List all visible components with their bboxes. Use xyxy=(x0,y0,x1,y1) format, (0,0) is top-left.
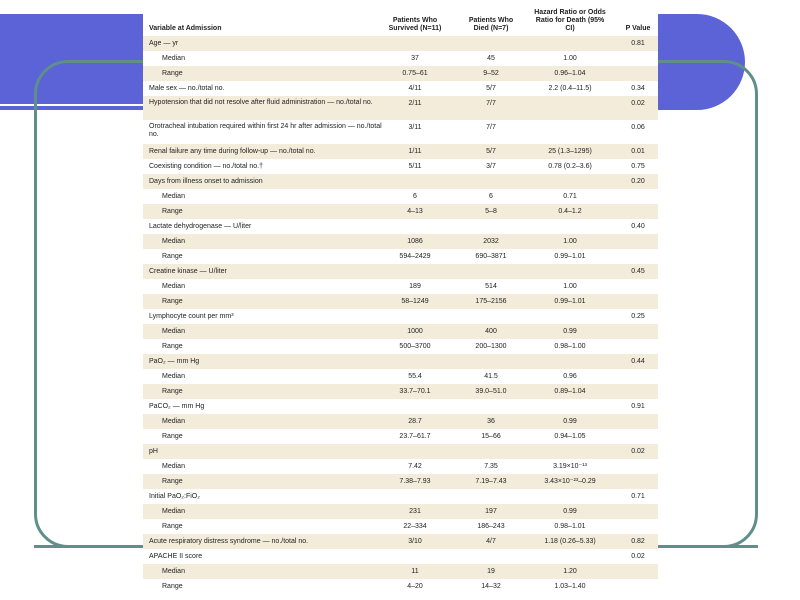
table-row xyxy=(143,174,658,189)
table-row xyxy=(143,534,658,549)
row-variable-label: Acute respiratory distress syndrome — no./total no. xyxy=(149,538,309,545)
row-variable-label: Age — yr xyxy=(149,40,179,47)
row-p-value: 0.71 xyxy=(631,493,645,500)
row-variable-label: Range xyxy=(162,388,183,395)
row-variable-label: Range xyxy=(162,298,183,305)
row-died-value: 19 xyxy=(487,568,495,575)
table-row xyxy=(143,120,658,144)
table-row xyxy=(143,549,658,564)
table-row xyxy=(143,66,658,81)
table-row xyxy=(143,414,658,429)
row-p-value: 0.06 xyxy=(631,124,645,131)
row-survived-value: 1086 xyxy=(407,238,423,245)
table-row xyxy=(143,51,658,66)
row-died-value: 200–1300 xyxy=(475,343,507,350)
row-p-value: 0.34 xyxy=(631,85,645,92)
row-hazard-ratio: 0.99–1.01 xyxy=(554,298,586,305)
table-row xyxy=(143,219,658,234)
row-variable-label: Median xyxy=(162,283,185,290)
row-died-value: 15–66 xyxy=(481,433,501,440)
row-variable-label: Renal failure any time during follow-up — no./total no. xyxy=(149,148,316,155)
row-survived-value: 4–13 xyxy=(407,208,423,215)
row-variable-label: Hypotension that did not resolve after fluid administration — no./total no. xyxy=(149,99,373,106)
row-survived-value: 3/11 xyxy=(408,124,422,131)
row-hazard-ratio: 3.19×10⁻¹³ xyxy=(553,463,587,470)
row-variable-label: Median xyxy=(162,328,185,335)
row-hazard-ratio: 0.71 xyxy=(563,193,577,200)
row-survived-value: 2/11 xyxy=(408,100,422,107)
row-hazard-ratio: 1.18 (0.26–5.33) xyxy=(544,538,596,545)
row-variable-label: Median xyxy=(162,508,185,515)
table-row xyxy=(143,189,658,204)
row-variable-label: pH xyxy=(149,448,158,455)
row-p-value: 0.01 xyxy=(631,148,645,155)
table-row xyxy=(143,519,658,534)
table-row xyxy=(143,264,658,279)
row-died-value: 7/7 xyxy=(486,124,496,131)
row-variable-label: Range xyxy=(162,523,183,530)
row-survived-value: 4–20 xyxy=(407,583,423,590)
row-p-value: 0.40 xyxy=(631,223,645,230)
row-died-value: 5/7 xyxy=(486,148,496,155)
table-row xyxy=(143,294,658,309)
table-row xyxy=(143,489,658,504)
row-hazard-ratio: 0.4–1.2 xyxy=(558,208,582,215)
row-died-value: 7/7 xyxy=(486,100,496,107)
row-died-value: 14–32 xyxy=(481,583,501,590)
row-p-value: 0.02 xyxy=(631,448,645,455)
row-survived-value: 231 xyxy=(409,508,421,515)
header-survived: Patients Who Survived (N=11) xyxy=(388,17,442,32)
table-row xyxy=(143,444,658,459)
row-variable-label: Range xyxy=(162,70,183,77)
row-died-value: 197 xyxy=(485,508,497,515)
row-died-value: 186–243 xyxy=(477,523,505,530)
row-variable-label: Male sex — no./total no. xyxy=(149,85,225,92)
row-p-value: 0.81 xyxy=(631,40,645,47)
row-survived-value: 3/10 xyxy=(408,538,422,545)
row-variable-label: Range xyxy=(162,583,183,590)
row-died-value: 7.19–7.43 xyxy=(475,478,507,485)
row-variable-label: Range xyxy=(162,433,183,440)
table-body xyxy=(143,36,658,594)
row-hazard-ratio: 1.00 xyxy=(563,283,577,290)
row-died-value: 2032 xyxy=(483,238,499,245)
row-died-value: 6 xyxy=(489,193,493,200)
row-survived-value: 58–1249 xyxy=(401,298,429,305)
row-survived-value: 5/11 xyxy=(408,163,422,170)
row-variable-label: Initial PaO₂:FiO₂ xyxy=(149,493,200,500)
table-row xyxy=(143,144,658,159)
row-variable-label: Range xyxy=(162,478,183,485)
row-variable-label: Lymphocyte count per mm³ xyxy=(149,313,234,320)
table-row xyxy=(143,339,658,354)
row-died-value: 7.35 xyxy=(484,463,498,470)
table-row xyxy=(143,354,658,369)
row-p-value: 0.75 xyxy=(631,163,645,170)
row-hazard-ratio: 1.20 xyxy=(563,568,577,575)
table-row xyxy=(143,399,658,414)
row-died-value: 45 xyxy=(487,55,495,62)
row-survived-value: 37 xyxy=(411,55,419,62)
row-survived-value: 28.7 xyxy=(408,418,422,425)
row-variable-label: Range xyxy=(162,253,183,260)
table-row xyxy=(143,279,658,294)
row-hazard-ratio: 1.03–1.40 xyxy=(554,583,586,590)
table-row xyxy=(143,81,658,96)
row-survived-value: 55.4 xyxy=(408,373,422,380)
row-survived-value: 594–2429 xyxy=(399,253,431,260)
row-survived-value: 500–3700 xyxy=(399,343,431,350)
row-p-value: 0.02 xyxy=(631,553,645,560)
row-hazard-ratio: 1.00 xyxy=(563,238,577,245)
row-hazard-ratio: 0.99 xyxy=(563,418,577,425)
row-variable-label: Orotracheal intubation required within first 24 hr after admission — no./total no. xyxy=(149,123,382,138)
row-died-value: 5–8 xyxy=(485,208,497,215)
row-survived-value: 0.75–61 xyxy=(402,70,428,77)
table-row xyxy=(143,429,658,444)
row-p-value: 0.44 xyxy=(631,358,645,365)
table-row xyxy=(143,369,658,384)
row-p-value: 0.20 xyxy=(631,178,645,185)
row-survived-value: 6 xyxy=(413,193,417,200)
row-hazard-ratio: 0.98–1.01 xyxy=(554,523,586,530)
table-row xyxy=(143,504,658,519)
table-row xyxy=(143,564,658,579)
row-hazard-ratio: 3.43×10⁻²³–0.29 xyxy=(544,478,596,485)
row-variable-label: Median xyxy=(162,238,185,245)
table-row xyxy=(143,159,658,174)
row-p-value: 0.82 xyxy=(631,538,645,545)
row-variable-label: Creatine kinase — U/liter xyxy=(149,268,227,275)
row-died-value: 514 xyxy=(485,283,497,290)
row-hazard-ratio: 25 (1.3–1295) xyxy=(548,148,592,155)
header-died: Patients Who Died (N=7) xyxy=(468,17,514,32)
table-row xyxy=(143,324,658,339)
row-survived-value: 1/11 xyxy=(408,148,422,155)
row-p-value: 0.91 xyxy=(631,403,645,410)
row-p-value: 0.02 xyxy=(631,100,645,107)
row-died-value: 41.5 xyxy=(484,373,498,380)
table-row xyxy=(143,384,658,399)
row-variable-label: Median xyxy=(162,568,185,575)
row-hazard-ratio: 0.94–1.05 xyxy=(554,433,586,440)
row-variable-label: Range xyxy=(162,208,183,215)
row-p-value: 0.45 xyxy=(631,268,645,275)
row-hazard-ratio: 1.00 xyxy=(563,55,577,62)
row-hazard-ratio: 0.96 xyxy=(563,373,577,380)
row-variable-label: Coexisting condition — no./total no.† xyxy=(149,163,264,170)
row-survived-value: 33.7–70.1 xyxy=(399,388,431,395)
table-row xyxy=(143,309,658,324)
row-died-value: 4/7 xyxy=(486,538,496,545)
row-hazard-ratio: 0.99 xyxy=(563,328,577,335)
row-hazard-ratio: 0.96–1.04 xyxy=(554,70,586,77)
header-p-value: P Value xyxy=(625,25,651,32)
row-survived-value: 22–334 xyxy=(403,523,427,530)
row-died-value: 690–3871 xyxy=(475,253,507,260)
row-survived-value: 11 xyxy=(411,568,419,575)
header-variable: Variable at Admission xyxy=(149,25,222,32)
table-row xyxy=(143,204,658,219)
row-variable-label: Median xyxy=(162,418,185,425)
table-header xyxy=(143,0,658,36)
row-variable-label: Range xyxy=(162,343,183,350)
row-died-value: 3/7 xyxy=(486,163,496,170)
row-variable-label: PaCO₂ — mm Hg xyxy=(149,403,205,410)
table-row xyxy=(143,249,658,264)
row-died-value: 5/7 xyxy=(486,85,496,92)
row-variable-label: Median xyxy=(162,373,185,380)
row-survived-value: 7.38–7.93 xyxy=(399,478,431,485)
row-survived-value: 189 xyxy=(409,283,421,290)
row-died-value: 175–2156 xyxy=(475,298,507,305)
row-died-value: 400 xyxy=(485,328,497,335)
table-row xyxy=(143,474,658,489)
header-hazard-ratio: Hazard Ratio or Odds Ratio for Death (95% CI) xyxy=(534,9,606,32)
row-survived-value: 1000 xyxy=(407,328,423,335)
row-variable-label: Median xyxy=(162,463,185,470)
row-hazard-ratio: 0.78 (0.2–3.6) xyxy=(548,163,592,170)
row-hazard-ratio: 0.98–1.00 xyxy=(554,343,586,350)
row-p-value: 0.25 xyxy=(631,313,645,320)
row-variable-label: Days from illness onset to admission xyxy=(149,178,263,185)
outcomes-table xyxy=(143,0,658,600)
row-hazard-ratio: 0.89–1.04 xyxy=(554,388,586,395)
row-died-value: 39.0–51.0 xyxy=(475,388,507,395)
row-variable-label: APACHE II score xyxy=(149,553,203,560)
row-hazard-ratio: 0.99 xyxy=(563,508,577,515)
row-survived-value: 4/11 xyxy=(408,85,422,92)
row-variable-label: Lactate dehydrogenase — U/liter xyxy=(149,223,252,230)
table-row xyxy=(143,36,658,51)
table-row xyxy=(143,234,658,249)
row-variable-label: PaO₂ — mm Hg xyxy=(149,358,200,365)
row-survived-value: 23.7–61.7 xyxy=(399,433,431,440)
row-variable-label: Median xyxy=(162,193,185,200)
row-died-value: 9–52 xyxy=(483,70,499,77)
table-row xyxy=(143,459,658,474)
row-hazard-ratio: 0.99–1.01 xyxy=(554,253,586,260)
row-survived-value: 7.42 xyxy=(408,463,422,470)
table-row xyxy=(143,579,658,594)
table-row xyxy=(143,96,658,120)
row-variable-label: Median xyxy=(162,55,185,62)
row-died-value: 36 xyxy=(487,418,495,425)
row-hazard-ratio: 2.2 (0.4–11.5) xyxy=(548,85,592,92)
